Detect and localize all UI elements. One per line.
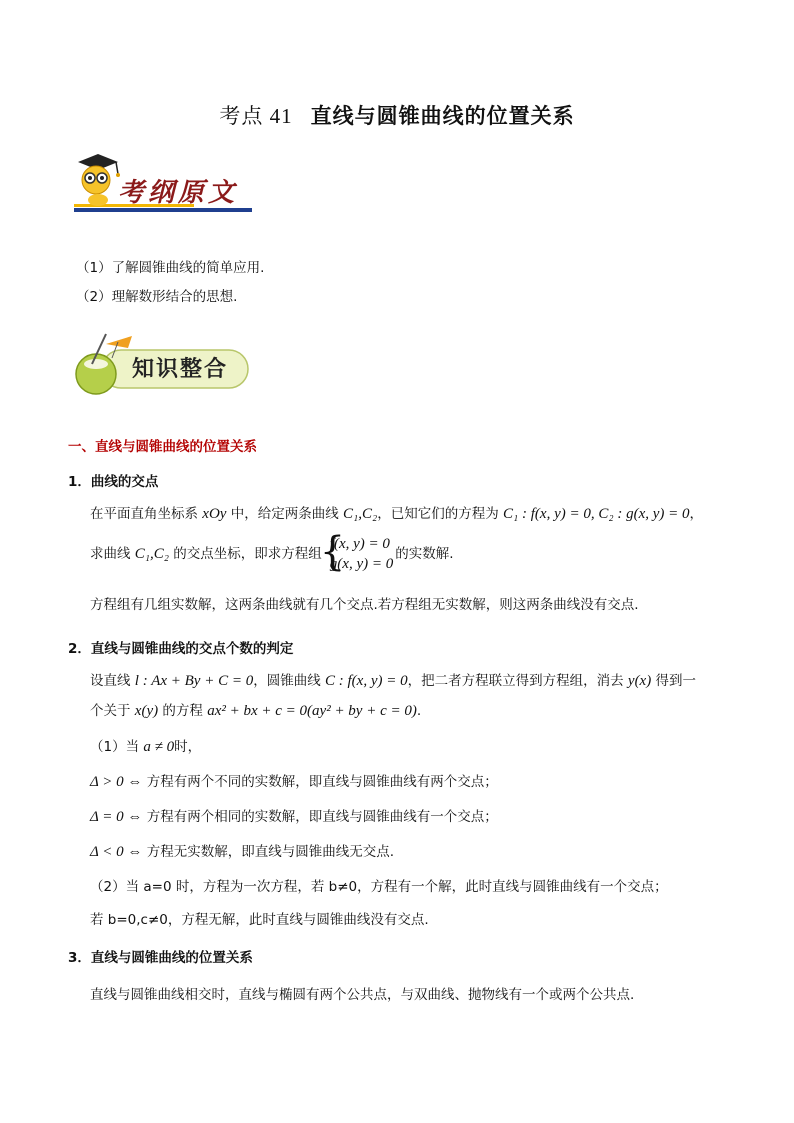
brace-icon: { bbox=[319, 529, 346, 575]
system-row: g(x, y) = 0 bbox=[329, 556, 394, 572]
syllabus-badge bbox=[68, 150, 258, 216]
math-inline: x(y) bbox=[134, 703, 159, 719]
knowledge-badge-label: 知识整合 bbox=[132, 357, 229, 382]
title-text: 直线与圆锥曲线的位置关系 bbox=[310, 104, 575, 128]
paragraph: 设直线 l : Ax + By + C = 0，圆锥曲线 C : f(x, y) = 0，把二者方程联立得到方程组，消去 y(x) 得到一 bbox=[90, 673, 697, 689]
math-inline: y(x) bbox=[627, 673, 652, 689]
math-inline: l : Ax + By + C = 0 bbox=[134, 673, 254, 689]
title-number: 考点 41 bbox=[219, 104, 293, 128]
math-inline: Δ = 0 ⇔ bbox=[90, 809, 143, 825]
subsection-heading: 3．直线与圆锥曲线的位置关系 bbox=[68, 950, 253, 966]
knowledge-badge bbox=[72, 330, 252, 400]
page-title bbox=[0, 100, 794, 130]
math-inline: Δ > 0 ⇔ bbox=[90, 774, 143, 790]
equation-system bbox=[319, 529, 394, 575]
math-inline: a ≠ 0 bbox=[143, 739, 175, 755]
paragraph: 在平面直角坐标系 xOy 中，给定两条曲线 C₁,C₂，已知它们的方程为 C₁ : f(x, y) = 0, C₂ : g(x, y) = 0， bbox=[90, 506, 703, 522]
system-row: f(x, y) = 0 bbox=[329, 536, 390, 552]
math-inline: C₁ : f(x, y) = 0, C₂ : g(x, y) = 0 bbox=[503, 506, 690, 522]
paragraph: 直线与圆锥曲线相交时，直线与椭圆有两个公共点，与双曲线、抛物线有一个或两个公共点. bbox=[90, 987, 635, 1003]
case-line: （2）当 a=0 时，方程为一次方程，若 b≠0，方程有一个解，此时直线与圆锥曲线有一个交点； bbox=[90, 879, 668, 895]
discriminant-case: Δ < 0 ⇔ 方程无实数解，即直线与圆锥曲线无交点. bbox=[90, 844, 394, 860]
subsection-heading: 1．曲线的交点 bbox=[68, 474, 159, 490]
case-line: （1）当 a ≠ 0时， bbox=[90, 739, 202, 755]
math-inline: ax² + bx + c = 0(ay² + by + c = 0) bbox=[207, 703, 417, 719]
math-inline: xOy bbox=[202, 506, 227, 522]
math-inline: Δ < 0 ⇔ bbox=[90, 844, 143, 860]
paragraph: 求曲线 C₁,C₂ 的交点坐标，即求方程组 { f(x, y) = 0 g(x, y) = 0 的实数解. bbox=[90, 529, 454, 575]
discriminant-case: Δ = 0 ⇔ 方程有两个相同的实数解，即直线与圆锥曲线有一个交点； bbox=[90, 809, 498, 825]
paragraph: 方程组有几组实数解，这两条曲线就有几个交点.若方程组无实数解，则这两条曲线没有交点. bbox=[90, 597, 639, 613]
syllabus-item: （2）理解数形结合的思想. bbox=[76, 289, 238, 305]
math-inline: C₁,C₂ bbox=[343, 506, 378, 522]
paragraph: 个关于 x(y) 的方程 ax² + bx + c = 0(ay² + by + c = 0). bbox=[90, 703, 422, 719]
case-line: 若 b=0,c≠0，方程无解，此时直线与圆锥曲线没有交点. bbox=[90, 912, 429, 928]
math-inline: C : f(x, y) = 0 bbox=[325, 673, 408, 689]
subsection-heading: 2．直线与圆锥曲线的交点个数的判定 bbox=[68, 641, 294, 657]
syllabus-item: （1）了解圆锥曲线的简单应用. bbox=[76, 260, 265, 276]
discriminant-case: Δ > 0 ⇔ 方程有两个不同的实数解，即直线与圆锥曲线有两个交点； bbox=[90, 774, 498, 790]
section-heading: 一、直线与圆锥曲线的位置关系 bbox=[68, 439, 257, 455]
math-inline: C₁,C₂ bbox=[134, 546, 169, 562]
syllabus-badge-label: 考纲原文 bbox=[118, 178, 239, 208]
